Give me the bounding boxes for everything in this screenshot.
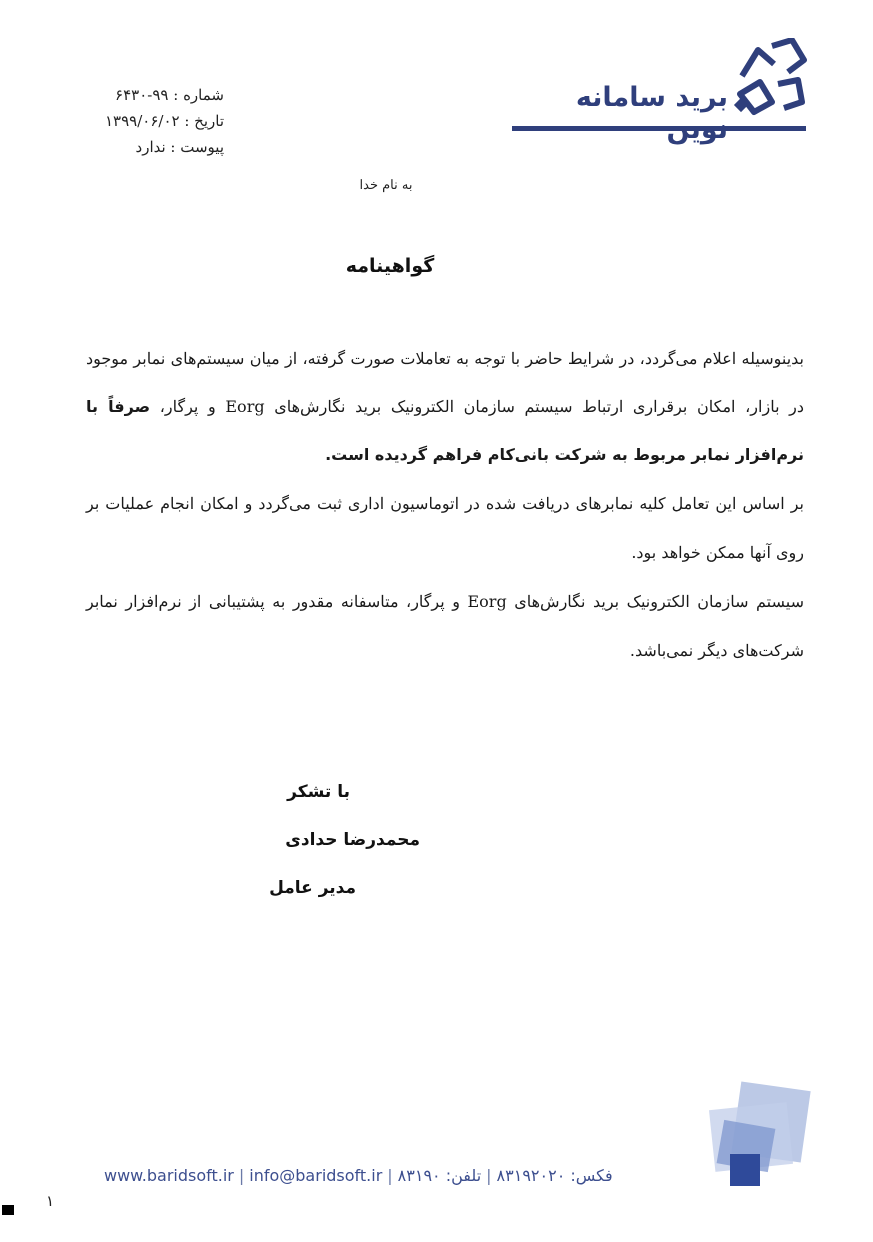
letter-attachment: پیوست : ندارد: [135, 138, 224, 156]
footer-website[interactable]: www.baridsoft.ir: [104, 1166, 234, 1185]
paragraph-1-text: بدینوسیله اعلام می‌گردد، در شرایط حاضر با توجه به تعاملات صورت گرفته، از میان سیستم‌های نمابر موجود در بازار، امکان برقراری ارتباط سیستم سازمان الکترونیک برید نگارش‌های Eorg و پرگار،: [86, 349, 805, 416]
page-number: ۱: [46, 1192, 55, 1210]
page-marker: [2, 1205, 14, 1215]
company-logo-mark: [732, 38, 808, 124]
signer-name: محمدرضا حدادی: [285, 830, 420, 850]
bismillah: به نام خدا: [359, 178, 413, 193]
letter-body: [86, 335, 804, 675]
footer-phone: تلفن: ۸۳۱۹۰: [397, 1166, 482, 1185]
paragraph-2: بر اساس این تعامل کلیه نمابرهای دریافت شده در اتوماسیون اداری ثبت می‌گردد و امکان انجام عملیات بر روی آنها ممکن خواهد بود.: [86, 494, 804, 562]
footer-separator: |: [387, 1166, 393, 1185]
footer-fax: فکس: ۸۳۱۹۲۰۲۰: [496, 1166, 613, 1185]
footer-email[interactable]: info@baridsoft.ir: [249, 1166, 383, 1185]
footer-decor-square: [730, 1154, 760, 1186]
paragraph-1-emphasis: صرفاً با نرم‌افزار نمابر مربوط به شرکت بانی‌کام فراهم گردیده است.: [86, 397, 804, 464]
document-title: گواهینامه: [345, 255, 435, 277]
company-logo-text: برید سامانه: [575, 82, 728, 113]
signer-position: مدیر عامل: [269, 878, 356, 898]
letter-number: شماره : ۹۹-۶۴۳۰: [115, 86, 224, 104]
closing-text: با تشکر: [287, 782, 350, 802]
footer-separator: |: [238, 1166, 245, 1185]
paragraph-3: سیستم سازمان الکترونیک برید نگارش‌های Eorg و پرگار، متاسفانه مقدور به پشتیبانی از نرم‌افزار نمابر شرکت‌های دیگر نمی‌باشد.: [86, 592, 805, 660]
letter-date: تاریخ : ۱۳۹۹/۰۶/۰۲: [105, 112, 224, 130]
footer-contact: [104, 1166, 708, 1185]
paragraph-1: [86, 335, 804, 479]
logo-underline: [512, 126, 806, 131]
letter-meta: [60, 82, 224, 160]
footer-separator: |: [486, 1166, 492, 1185]
signature-block: [200, 768, 420, 912]
